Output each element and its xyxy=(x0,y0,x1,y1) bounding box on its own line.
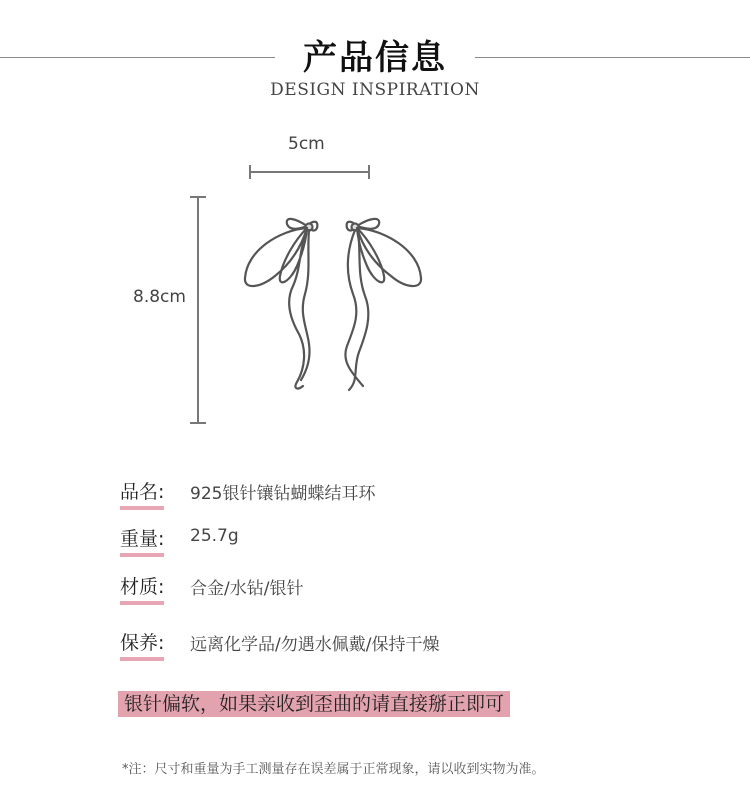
spec-label-weight: 重量: xyxy=(120,524,164,551)
page-subtitle: DESIGN INSPIRATION xyxy=(270,80,480,100)
spec-value-weight: 25.7g xyxy=(190,526,239,546)
width-label: 5cm xyxy=(288,134,325,154)
spec-row-name xyxy=(120,477,620,509)
width-dimension-line xyxy=(245,162,375,182)
spec-label-name: 品名: xyxy=(120,477,164,504)
spec-label-material: 材质: xyxy=(120,572,164,599)
page-title: 产品信息 xyxy=(0,30,750,79)
spec-value-material: 合金/水钻/银针 xyxy=(190,579,304,599)
spec-value-name: 925银针镶钻蝴蝶结耳环 xyxy=(190,484,376,504)
spec-label-care: 保养: xyxy=(120,628,164,655)
notice-banner: 银针偏软，如果亲收到歪曲的请直接掰正即可 xyxy=(118,691,510,717)
right-earring xyxy=(345,219,421,390)
height-label: 8.8cm xyxy=(133,287,186,307)
height-dimension-line xyxy=(186,190,210,430)
left-earring xyxy=(245,219,317,389)
spec-row-material xyxy=(120,572,620,604)
spec-value-care: 远离化学品/勿遇水佩戴/保持干燥 xyxy=(190,635,440,655)
spec-row-care xyxy=(120,628,620,660)
footnote: *注：尺寸和重量为手工测量存在误差属于正常现象，请以收到实物为准。 xyxy=(122,762,545,777)
spec-row-weight xyxy=(120,524,620,556)
bow-earrings-image xyxy=(235,210,445,400)
